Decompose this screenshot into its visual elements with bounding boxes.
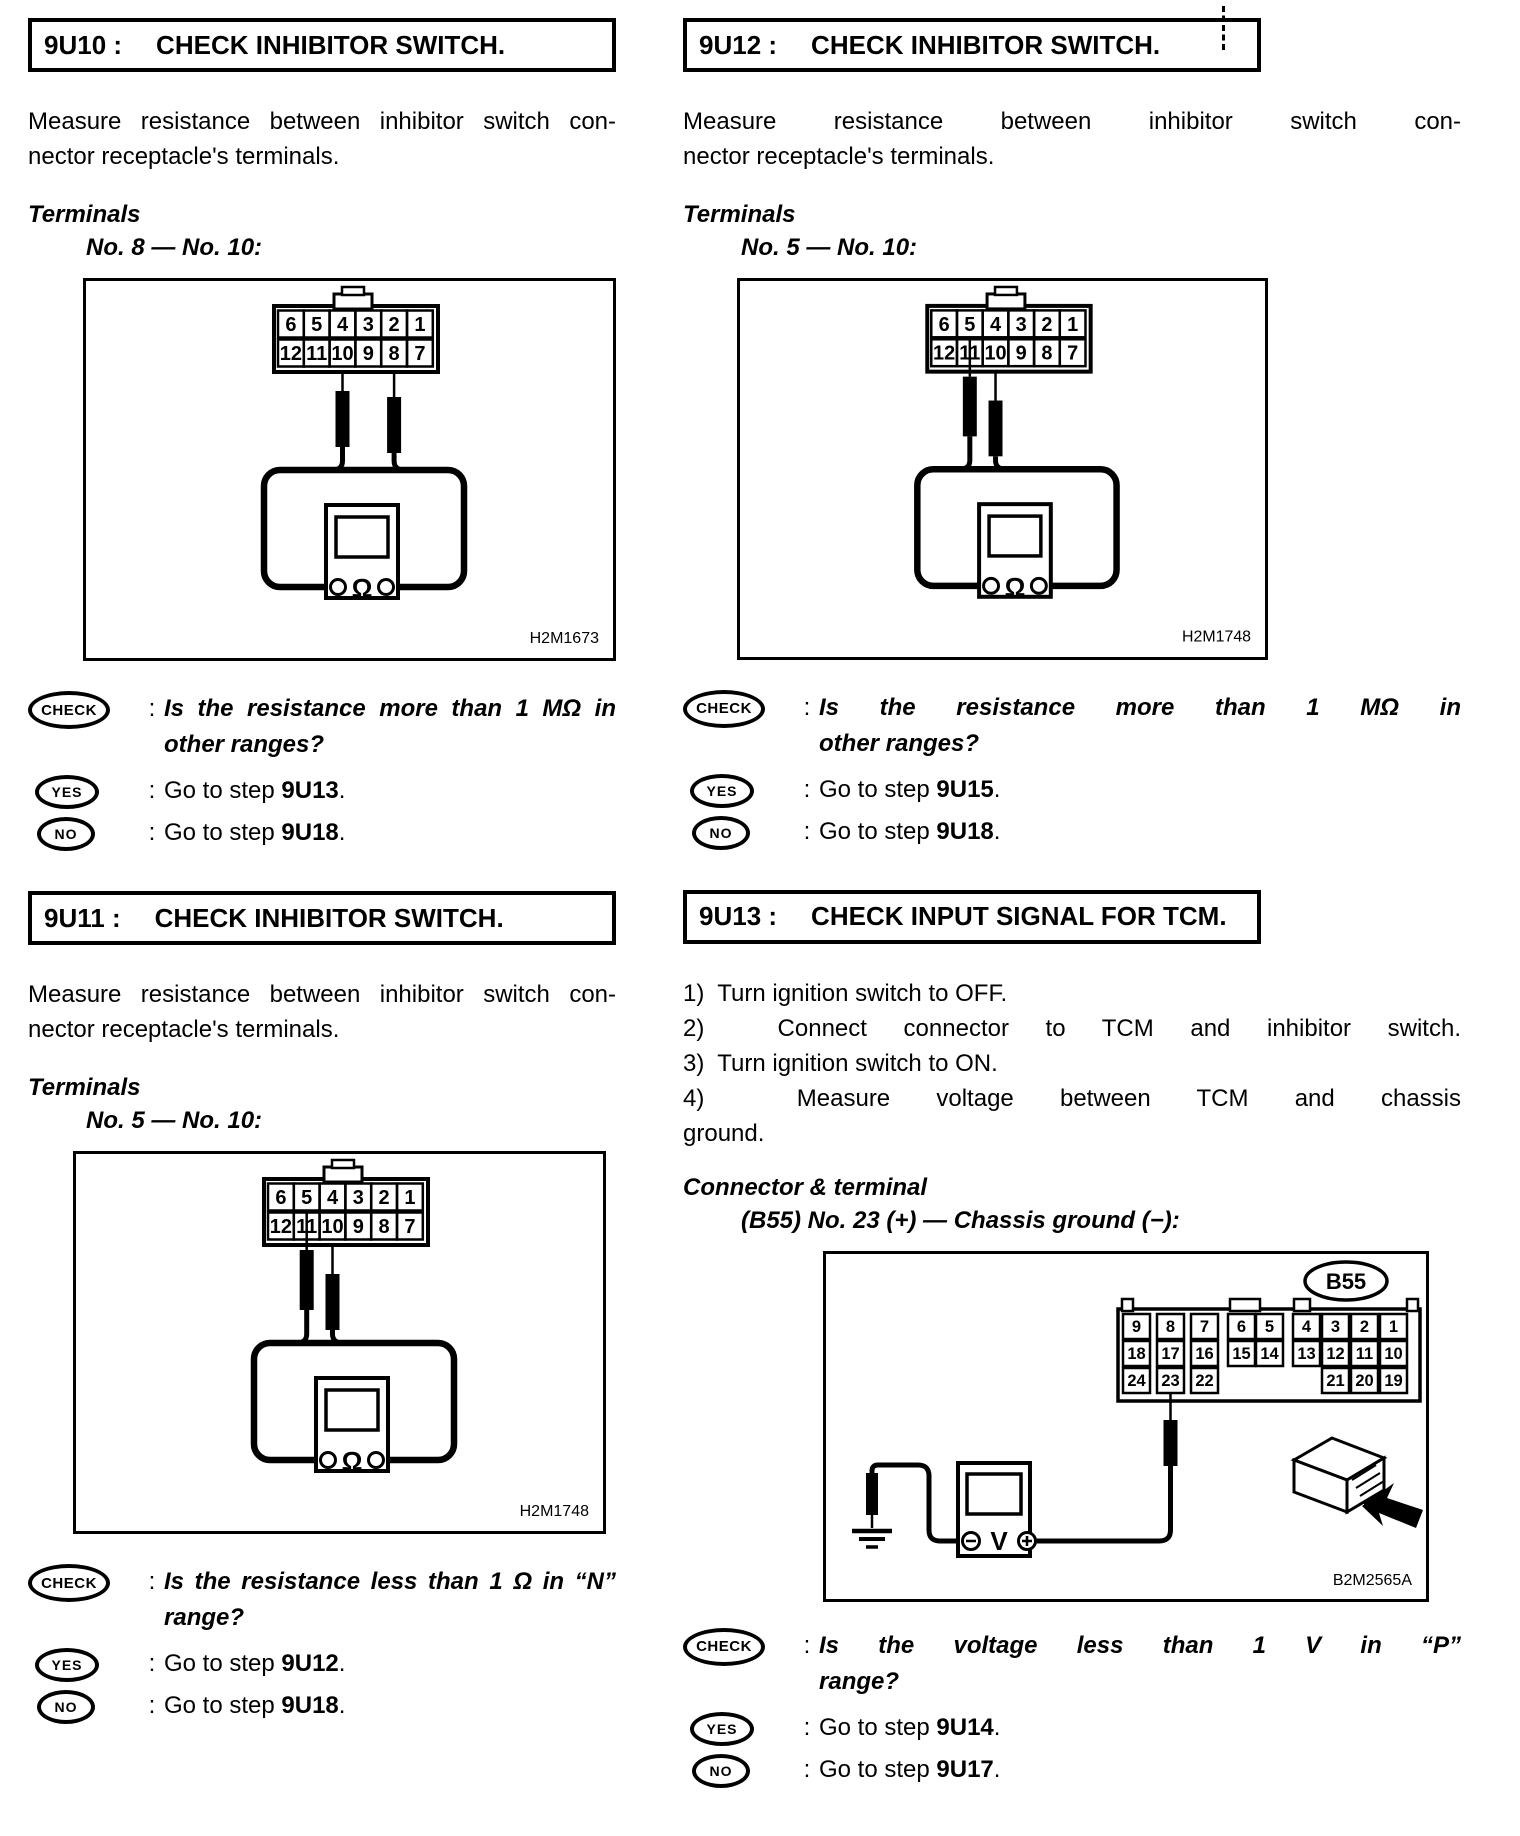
figure-label: B2M2565A [1332,1571,1412,1589]
yes-badge-label: YES [706,782,738,799]
check-badge-label: CHECK [41,701,97,719]
pin-number: 7 [1199,1317,1210,1336]
probe-leads [332,372,405,470]
check-question-line: other ranges? [819,729,980,757]
terminals-value: No. 5 — No. 10: [741,234,918,261]
pin-number: 12 [933,342,956,365]
check-badge-label: CHECK [41,1574,97,1592]
body-line: Measure resistance between inhibitor switch con- [683,108,1461,135]
pin-number: 7 [1067,342,1079,365]
colon: : [148,1692,156,1719]
pin-number: 20 [1355,1371,1374,1390]
check-question-line: range? [819,1667,900,1695]
pin-number: 13 [1297,1344,1316,1363]
no-badge-label: NO [709,1762,733,1779]
step-id: 9U12 : [699,29,778,60]
pin-number: 4 [989,313,1002,336]
body-line: nector receptacle's terminals. [28,143,340,170]
instruction-text: Go to step [164,1692,282,1719]
colon: : [148,1568,156,1595]
body-line: nector receptacle's terminals. [683,143,995,170]
yes-instruction [164,773,616,809]
check-question-line: range? [164,1604,245,1631]
instruction-text: Go to step [164,777,282,804]
pin-number: 8 [1165,1317,1176,1336]
left-column [28,18,616,1764]
pin-number: 16 [1195,1344,1214,1363]
ohm-symbol: Ω [1004,573,1026,602]
terminals-label: Terminals [28,201,141,228]
terminals-value: No. 5 — No. 10: [86,1107,263,1134]
check-question [819,1628,1461,1700]
volt-symbol: V [990,1525,1008,1556]
pin-number: 1 [404,1187,416,1209]
no-row [28,1688,616,1724]
pin-number: 8 [1041,342,1053,365]
ground-lead [852,1465,963,1547]
body-line: Measure resistance between inhibitor switch con- [28,108,616,135]
no-badge [692,816,750,850]
pin-number: 1 [1388,1317,1399,1336]
no-row [683,814,1461,850]
step-title: CHECK INHIBITOR SWITCH. [811,29,1161,60]
step-reference: 9U18 [281,819,339,846]
pin-number: 2 [388,314,400,336]
body-paragraph [28,104,616,174]
probe-lead-pin23 [1035,1393,1178,1541]
pin-number: 4 [1301,1317,1312,1336]
yes-row [28,773,616,809]
yes-badge [690,774,754,808]
check-badge [683,690,765,728]
no-row [28,815,616,851]
procedure-step-continuation: ground. [683,1119,765,1147]
instruction-text: . [338,1692,346,1719]
pin-number: 12 [279,343,303,365]
pin-number: 2 [1041,313,1053,336]
instruction-text: . [993,817,1001,845]
ohm-symbol: Ω [351,573,373,603]
section-header-9u12 [683,18,1261,72]
check-question-line: Is the resistance less than 1 Ω in “N” [164,1568,616,1595]
yes-badge [35,1648,99,1682]
procedure-step: 4) Measure voltage between TCM and chassis [683,1084,1461,1112]
colon: : [148,1650,156,1677]
yes-badge [35,775,99,809]
colon: : [803,693,811,721]
check-question-line: Is the resistance more than 1 MΩ in [164,695,616,722]
check-question [164,1564,616,1636]
step-reference: 9U13 [281,777,339,804]
instruction-text: Go to step [819,1713,937,1741]
no-badge-label: NO [709,824,733,841]
step-reference: 9U18 [281,1692,339,1719]
procedure-step: 1) Turn ignition switch to OFF. [683,979,1008,1007]
pin-number: 9 [1015,342,1027,365]
colon: : [803,775,811,803]
instruction-text: Go to step [819,1755,937,1783]
pin-number: 12 [269,1216,293,1238]
check-badge [28,691,110,729]
step-title: CHECK INHIBITOR SWITCH. [154,902,504,933]
check-row [683,690,1461,762]
wiring-diagram-ohmmeter-pins-8-10 [86,281,613,658]
yes-badge-label: YES [51,1657,83,1673]
connector-terminal-label: Connector & terminal [683,1173,928,1201]
terminals-label: Terminals [683,201,796,228]
yes-instruction [819,772,1461,808]
figure-9u12 [737,278,1268,660]
pin-number: 9 [1131,1317,1142,1336]
pin-number: 21 [1326,1371,1345,1390]
pin-number: 11 [306,343,328,365]
ohm-symbol: Ω [341,1446,363,1476]
step-reference: 9U15 [936,775,994,803]
colon: : [148,777,156,804]
no-instruction [819,1752,1461,1788]
pin-number: 6 [938,313,950,336]
instruction-text: Go to step [164,1650,282,1677]
colon: : [803,817,811,845]
body-paragraph [28,977,616,1047]
pin-number: 7 [414,343,426,365]
section-header-9u10 [28,18,616,72]
colon: : [148,695,156,722]
pin-number: 15 [1232,1344,1251,1363]
check-question-line: Is the voltage less than 1 V in “P” [819,1631,1461,1659]
pin-number: 6 [285,314,297,336]
pin-number: 23 [1161,1371,1180,1390]
check-row [683,1628,1461,1700]
step-reference: 9U17 [936,1755,994,1783]
instruction-text: . [993,775,1001,803]
no-badge-label: NO [54,1699,78,1715]
pin-number: 12 [1326,1344,1345,1363]
check-question [164,691,616,763]
yes-row [28,1646,616,1682]
yes-badge [690,1712,754,1746]
section-9u13 [683,890,1461,1788]
check-badge-label: CHECK [696,1638,752,1656]
yes-row [683,1710,1461,1746]
step-id: 9U13 : [699,901,778,932]
pin-number: 9 [352,1216,364,1238]
procedure-step: 3) Turn ignition switch to ON. [683,1049,998,1077]
pin-number: 4 [336,314,349,336]
pin-number: 22 [1195,1371,1214,1390]
instruction-text: . [338,777,346,804]
no-instruction [164,1688,616,1724]
check-question-line: other ranges? [164,731,325,758]
pin-number: 5 [301,1187,313,1209]
no-badge [37,817,95,851]
no-badge [37,1690,95,1724]
pin-number: 4 [326,1187,339,1209]
no-instruction [164,815,616,851]
pin-number: 6 [1236,1317,1247,1336]
pin-number: 1 [1067,313,1079,336]
pin-number: 2 [378,1187,390,1209]
yes-badge-label: YES [706,1720,738,1737]
instruction-text: Go to step [164,819,282,846]
colon: : [148,819,156,846]
section-9u10 [28,18,616,851]
colon: : [803,1755,811,1783]
body-line: nector receptacle's terminals. [28,1016,340,1043]
pin-number: 5 [311,314,323,336]
pin-number: 11 [296,1216,318,1238]
section-header-9u13 [683,890,1261,944]
no-instruction [819,814,1461,850]
instruction-text: . [993,1755,1001,1783]
step-reference: 9U18 [936,817,994,845]
check-row [28,1564,616,1636]
pin-number: 10 [984,342,1007,365]
instruction-text: Go to step [819,817,937,845]
terminals-value: No. 8 — No. 10: [86,234,263,261]
instruction-text: . [993,1713,1001,1741]
procedure-steps [683,976,1461,1151]
instruction-text: . [338,1650,346,1677]
colon: : [803,1631,811,1659]
right-column [683,18,1461,1828]
no-badge-label: NO [54,826,78,842]
check-badge [28,1564,110,1602]
pin-number: 18 [1127,1344,1146,1363]
connector-terminal-value: (B55) No. 23 (+) — Chassis ground (−): [741,1206,1180,1234]
no-badge [692,1754,750,1788]
section-9u11 [28,891,616,1724]
pin-number: 9 [362,343,374,365]
body-line: Measure resistance between inhibitor switch con- [28,981,616,1008]
figure-9u13 [823,1251,1429,1602]
yes-instruction [164,1646,616,1682]
pin-number: 14 [1260,1344,1279,1363]
pin-number: 1 [414,314,426,336]
pin-number: 10 [321,1216,344,1238]
step-id: 9U11 : [44,902,121,933]
pin-number: 10 [1384,1344,1403,1363]
check-badge [683,1628,765,1666]
pin-number: 11 [1355,1344,1374,1363]
check-question [819,690,1461,762]
b55-connector-label: B55 [1325,1268,1367,1294]
pin-number: 10 [331,343,354,365]
step-reference: 9U12 [281,1650,339,1677]
pin-number: 8 [388,343,400,365]
no-row [683,1752,1461,1788]
body-paragraph [683,104,1461,174]
pin-number: 3 [1330,1317,1341,1336]
pin-number: 7 [404,1216,416,1238]
yes-row [683,772,1461,808]
pin-number: 6 [275,1187,287,1209]
section-9u12 [683,18,1461,850]
pin-number: 19 [1384,1371,1403,1390]
pin-number: 2 [1359,1317,1370,1336]
step-reference: 9U14 [936,1713,994,1741]
wiring-diagram-ohmmeter-pins-5-10 [740,281,1265,657]
colon: : [803,1713,811,1741]
wiring-diagram-voltmeter-b55 [826,1254,1426,1599]
pin-number: 5 [1264,1317,1275,1336]
figure-label: H2M1673 [529,630,599,647]
figure-9u11 [73,1151,606,1534]
instruction-text: Go to step [819,775,937,803]
step-title: CHECK INHIBITOR SWITCH. [156,29,506,60]
pin-number: 8 [378,1216,390,1238]
check-question-line: Is the resistance more than 1 MΩ in [819,693,1461,721]
pin-number: 3 [1015,313,1027,336]
pin-number: 24 [1127,1371,1146,1390]
pin-number: 5 [964,313,976,336]
yes-badge-label: YES [51,784,83,800]
yes-instruction [819,1710,1461,1746]
pin-number: 11 [959,342,981,365]
pin-number: 17 [1161,1344,1180,1363]
check-row [28,691,616,763]
instruction-text: . [338,819,346,846]
figure-label: H2M1748 [1182,628,1252,646]
wiring-diagram-ohmmeter-pins-5-10 [76,1154,603,1531]
figure-9u10 [83,278,616,661]
section-header-9u11 [28,891,616,945]
procedure-step: 2) Connect connector to TCM and inhibitor switch. [683,1014,1461,1042]
step-id: 9U10 : [44,29,123,60]
step-title: CHECK INPUT SIGNAL FOR TCM. [811,901,1227,932]
pin-number: 3 [362,314,374,336]
pin-number: 3 [352,1187,364,1209]
figure-label: H2M1748 [519,1503,589,1520]
check-badge-label: CHECK [696,700,752,718]
terminals-label: Terminals [28,1074,141,1101]
